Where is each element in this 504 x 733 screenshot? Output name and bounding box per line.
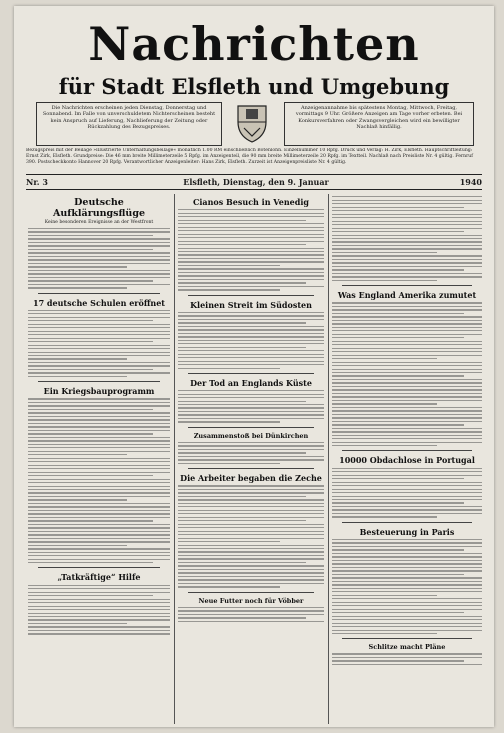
- article-body: [332, 539, 482, 634]
- article-headline: Deutsche Aufklärungsflüge: [52, 197, 146, 219]
- article-headline: Kleinen Streit im Südosten: [190, 299, 312, 310]
- issue-date: Elsfleth, Dienstag, den 9. Januar: [183, 177, 329, 187]
- article-body: [178, 442, 324, 464]
- imprint-info: Bezugspreis mit der Beilage »Illustrierte Unterhaltungsbeilage« monatlich 1.00 RM einschließlich Botenlohn. Einzelnummer 10 Rpfg. Druck und Verlag: H. Zirk, Elsfleth. Hauptschriftleitung: Ernst Zirk, Elsfleth. Grundpreise: Die 46 mm breite Millimeterzeile 5 Rpfg. im Anzeigenteil, die 90 mm breite Millimeterzeile 20 Rpfg. im Textteil. Nachlaß nach Preisliste Nr. 4 gültig. Fernruf 390. Postscheckkonto Hannover 20 Rpfg. Verantwortlicher Anzeigenleiter: Hans Zirk, Elsfleth. Zurzeit ist Anzeigenpreisliste Nr. 4 gültig.: [26, 148, 473, 165]
- article-headline: Zusammenstoß bei Dünkirchen: [193, 431, 309, 440]
- column-1: [28, 194, 170, 724]
- column-divider: [328, 194, 329, 724]
- issue-year: 1940: [459, 177, 482, 187]
- article-headline: Was England Amerika zumutet: [337, 290, 477, 301]
- article-body: [178, 390, 324, 423]
- coat-of-arms-icon: [228, 102, 276, 146]
- article-body: [178, 209, 324, 290]
- article-body: [332, 653, 482, 665]
- article-headline: 10000 Obdachlose in Portugal: [339, 455, 475, 466]
- article-headline: „Tatkräftige“ Hilfe: [57, 572, 141, 583]
- article-body: [28, 310, 170, 378]
- article-body: [178, 607, 324, 622]
- issue-number: Nr. 3: [26, 177, 48, 187]
- dateline: [26, 176, 482, 188]
- article-headline: Besteuerung in Paris: [359, 526, 455, 537]
- masthead-title: Nachrichten: [88, 17, 420, 71]
- article-headline: Schlitze macht Pläne: [368, 643, 446, 652]
- article-body: [332, 196, 482, 281]
- article-subheadline: Keine besonderen Ereignisse an der Westfront: [44, 220, 154, 225]
- masthead-subtitle: für Stadt Elsfleth und Umgebung: [58, 74, 450, 99]
- article-body: [28, 398, 170, 563]
- publication-notice-box: Die Nachrichten erscheinen jeden Dienstag, Donnerstag und Sonnabend. Im Falle von unverschuldetem Nichterscheinen besteht kein Anspruch auf Lieferung, Nachlieferung der Zeitung oder Rückzahlung des Bezugspreises.: [36, 102, 222, 146]
- column-2: [178, 194, 324, 724]
- column-divider: [174, 194, 175, 724]
- advertising-notice-box: Anzeigenannahme bis spätestens Montag, Mittwoch, Freitag, vormittags 9 Uhr. Größere Anzeigen am Tage vorher erbeten. Bei Konkursverfahren oder Zwangsvergleichen wird ein bewilligter Nachlaß hinfällig.: [284, 102, 474, 146]
- article-body: [332, 302, 482, 446]
- article-headline: Die Arbeiter begaben die Zeche: [180, 473, 322, 484]
- article-body: [28, 228, 170, 289]
- rule-top: [26, 174, 482, 175]
- article-body: [178, 312, 324, 369]
- column-3: [332, 194, 482, 724]
- article-body: [28, 585, 170, 635]
- article-headline: Ein Kriegsbauprogramm: [43, 386, 155, 397]
- article-headline: 17 deutsche Schulen eröffnet: [33, 297, 165, 308]
- article-headline: Der Tod an Englands Küste: [190, 377, 312, 388]
- article-body: [332, 468, 482, 518]
- article-body: [178, 485, 324, 587]
- article-headline: Neue Futter noch für Vöbber: [198, 596, 304, 605]
- rule-bottom: [26, 189, 482, 190]
- newspaper-page: [14, 6, 494, 727]
- article-headline: Cianos Besuch in Venedig: [192, 197, 309, 207]
